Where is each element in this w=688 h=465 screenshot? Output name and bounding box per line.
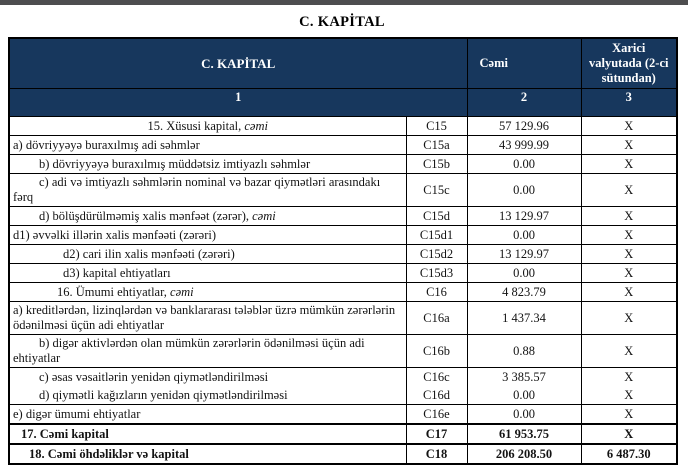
page-title: C. KAPİTAL — [299, 14, 385, 30]
row-fx: X — [581, 424, 677, 444]
table-header — [9, 38, 677, 117]
row-total: 0.00 — [467, 174, 581, 207]
row-label — [9, 405, 406, 425]
row-total: 57 129.96 — [467, 117, 581, 136]
row-fx: X — [581, 283, 677, 302]
row-label-text: 15. Xüsusi kapital, — [147, 118, 242, 133]
row-total: 3 385.57 — [467, 368, 581, 387]
row-label-text: e) digər ümumi ehtiyatlar — [13, 406, 141, 421]
row-fx: 6 487.30 — [581, 444, 677, 464]
row-code: C18 — [406, 444, 467, 464]
row-code: C16d — [406, 386, 467, 405]
row-total: 0.00 — [467, 264, 581, 283]
row-fx: X — [581, 136, 677, 155]
row-code: C16b — [406, 335, 467, 368]
row-code: C15a — [406, 136, 467, 155]
row-fx: X — [581, 264, 677, 283]
row-label-text: b) digər aktivlərdən olan mümkün zərərlərin ödənilməsi üçün adi ehtiyatlar — [13, 336, 365, 365]
row-fx: X — [581, 386, 677, 405]
header-col-xarici: Xarici valyutada (2-ci sütundan) — [581, 38, 677, 89]
row-total: 0.00 — [467, 155, 581, 174]
table-row — [9, 405, 677, 425]
row-fx: X — [581, 174, 677, 207]
row-fx: X — [581, 302, 677, 335]
row-label — [9, 264, 406, 283]
row-code: C16 — [406, 283, 467, 302]
row-label-text: c) əsas vəsaitlərin yenidən qiymətləndirilməsi — [39, 369, 269, 384]
table-row — [9, 424, 677, 444]
row-code: C15d3 — [406, 264, 467, 283]
row-label-text: c) adi və imtiyazlı səhmlərin nominal və bazar qiymətləri arasındakı fərq — [13, 175, 381, 204]
row-code: C15d — [406, 207, 467, 226]
row-label-text: d1) əvvəlki illərin xalis mənfəəti (zərəri) — [13, 227, 217, 242]
header-index-1: 1 — [9, 89, 467, 117]
row-total: 0.00 — [467, 386, 581, 405]
row-fx: X — [581, 405, 677, 425]
row-code: C16c — [406, 368, 467, 387]
row-total: 0.00 — [467, 405, 581, 425]
row-code: C15b — [406, 155, 467, 174]
row-label — [9, 283, 406, 302]
row-total: 1 437.34 — [467, 302, 581, 335]
table-row — [9, 444, 677, 464]
row-code: C15c — [406, 174, 467, 207]
row-code: C15 — [406, 117, 467, 136]
row-label — [9, 174, 406, 207]
row-total: 13 129.97 — [467, 207, 581, 226]
table-row — [9, 155, 677, 174]
row-fx: X — [581, 368, 677, 387]
row-label — [9, 226, 406, 245]
row-total: 13 129.97 — [467, 245, 581, 264]
row-label — [9, 335, 406, 368]
row-label — [9, 444, 406, 464]
row-label — [9, 245, 406, 264]
row-fx: X — [581, 226, 677, 245]
table-row — [9, 368, 677, 387]
row-label — [9, 117, 406, 136]
row-code: C15d1 — [406, 226, 467, 245]
header-row — [9, 38, 677, 89]
header-col-kapital: C. KAPİTAL — [9, 38, 467, 89]
row-total: 4 823.79 — [467, 283, 581, 302]
row-label-text: d3) kapital ehtiyatları — [63, 265, 171, 280]
row-code: C16e — [406, 405, 467, 425]
row-label — [9, 368, 406, 387]
row-label-text: a) dövriyyəyə buraxılmış adi səhmlər — [13, 137, 200, 152]
row-label — [9, 302, 406, 335]
row-label — [9, 386, 406, 405]
row-label-text: a) kreditlərdən, lizinqlərdən və banklararası tələblər üzrə mümkün zərərlərin ödənilməsi üçün adi ehtiyatlar — [13, 303, 396, 332]
table-row — [9, 302, 677, 335]
row-label-text: 16. Ümumi ehtiyatlar, — [57, 284, 167, 299]
row-label-italic: cəmi — [244, 118, 268, 133]
row-total: 43 999.99 — [467, 136, 581, 155]
row-total: 0.88 — [467, 335, 581, 368]
row-label-italic: cəmi — [170, 284, 194, 299]
table-row — [9, 283, 677, 302]
table-row — [9, 335, 677, 368]
row-label — [9, 155, 406, 174]
row-fx: X — [581, 245, 677, 264]
row-fx: X — [581, 117, 677, 136]
table-row — [9, 245, 677, 264]
row-code: C16a — [406, 302, 467, 335]
row-total: 61 953.75 — [467, 424, 581, 444]
header-col-cemi: Cəmi — [467, 38, 581, 89]
table-row — [9, 117, 677, 136]
header-index-row — [9, 89, 677, 117]
row-code: C17 — [406, 424, 467, 444]
row-fx: X — [581, 207, 677, 226]
row-label-text: 18. Cəmi öhdəliklər və kapital — [29, 446, 189, 461]
row-label-text: 17. Cəmi kapital — [21, 426, 109, 441]
table-row — [9, 136, 677, 155]
row-label — [9, 136, 406, 155]
row-label — [9, 207, 406, 226]
row-total: 0.00 — [467, 226, 581, 245]
row-total: 206 208.50 — [467, 444, 581, 464]
row-label-text: d) qiymətli kağızların yenidən qiymətləndirilməsi — [39, 387, 288, 402]
window-top-bar — [0, 0, 688, 5]
header-index-3: 3 — [581, 89, 677, 117]
header-index-2: 2 — [467, 89, 581, 117]
table-row — [9, 174, 677, 207]
capital-table — [8, 37, 678, 465]
table-row — [9, 207, 677, 226]
table-body — [9, 117, 677, 465]
row-label — [9, 424, 406, 444]
row-label-text: d) bölüşdürülməmiş xalis mənfəət (zərər), — [39, 208, 249, 223]
table-row — [9, 264, 677, 283]
row-fx: X — [581, 155, 677, 174]
row-code: C15d2 — [406, 245, 467, 264]
row-label-text: b) dövriyyəyə buraxılmış müddətsiz imtiyazlı səhmlər — [39, 156, 311, 171]
table-row — [9, 386, 677, 405]
row-fx: X — [581, 335, 677, 368]
table-row — [9, 226, 677, 245]
row-label-text: d2) cari ilin xalis mənfəəti (zərəri) — [63, 246, 235, 261]
row-label-italic: cəmi — [252, 208, 276, 223]
